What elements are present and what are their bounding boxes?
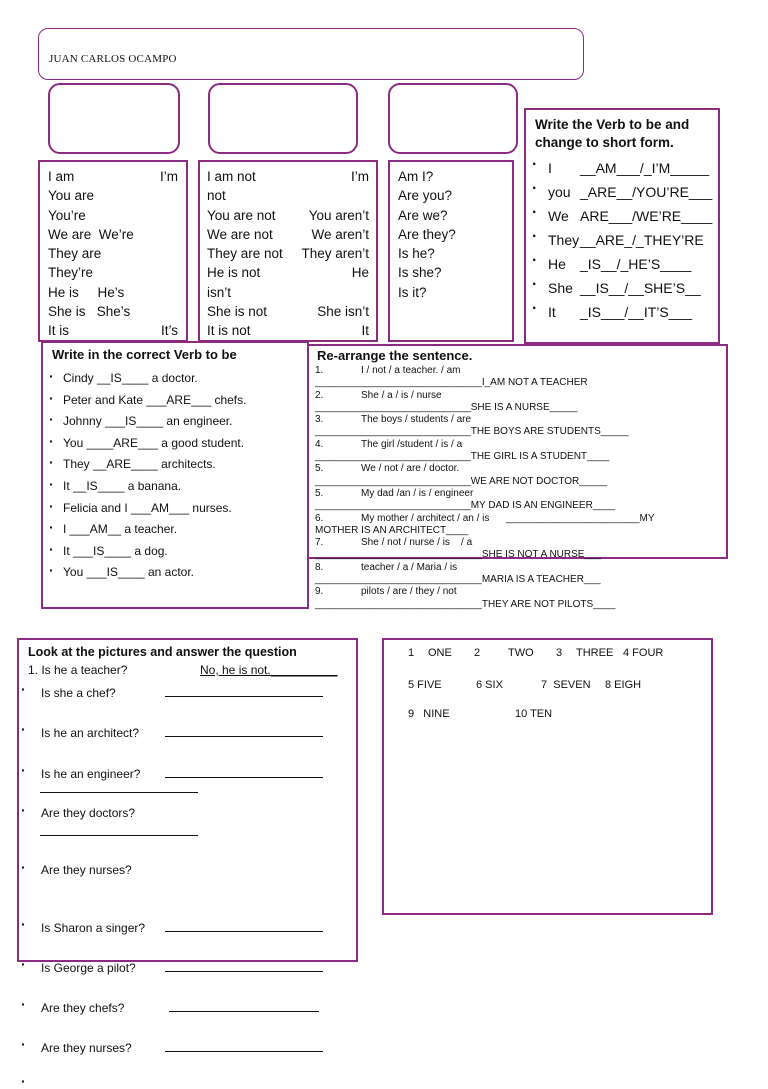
- questions-list: [398, 167, 456, 302]
- conj-row: She is She’s: [48, 304, 131, 320]
- short-form-item: · He _IS__/_HE’S____: [530, 256, 712, 280]
- question-item: · Are they nurses?: [19, 863, 356, 877]
- exercise-item: · Felicia and I ___AM___ nurses.: [47, 498, 246, 520]
- exercise-item: · You ____ARE___ a good student.: [47, 433, 246, 455]
- pictures-title: Look at the pictures and answer the question: [28, 645, 297, 659]
- short-form-title: Write the Verb to be and change to short form.: [535, 117, 690, 150]
- question-form: Is he?: [398, 246, 435, 262]
- pictures-box: [17, 638, 358, 1055]
- affirmative-list: [48, 167, 178, 341]
- question-item: · Is George a pilot?: [19, 960, 356, 975]
- exercise-item: · Peter and Kate ___ARE___ chefs.: [47, 390, 246, 412]
- conj-row: isn’t: [207, 284, 232, 300]
- heading-box-negative: [208, 83, 358, 154]
- rearrange-item: 7. She / not / nurse / is / a ______________________________SHE IS NOT A NURSE___: [315, 537, 602, 561]
- rearrange-item: 9. pilots / are / they / not ______________________________THEY ARE NOT PILOTS____: [315, 586, 616, 610]
- rearrange-item: 6. My mother / architect / an / is ________________________MY MOTHER IS AN ARCHITECT____: [315, 512, 655, 536]
- short-form-item: · They__ARE_/_THEY’RE: [530, 232, 712, 256]
- conj-row: You are not You aren’t: [207, 207, 369, 223]
- question-item: · Is he an architect?: [19, 725, 356, 740]
- rearrange-item: 5. My dad /an / is / engineer ____________________________MY DAD IS AN ENGINEER____: [315, 487, 616, 512]
- conj-row: We are not We aren’t: [207, 226, 369, 242]
- short-form-item: · you _ARE__/YOU’RE___: [530, 184, 712, 208]
- exercise-item: · It __IS____ a banana.: [47, 476, 246, 498]
- exercise-item: · They __ARE____ architects.: [47, 454, 246, 476]
- rearrange-item: 1. I / not / a teacher. / am ______________________________I_AM NOT A TEACHER: [315, 365, 588, 389]
- heading-box-questions: [388, 83, 518, 154]
- number-row: 9 NINE 10 TEN: [408, 708, 553, 720]
- answer-line: [40, 824, 198, 836]
- question-form: Is she?: [398, 265, 442, 281]
- question-item: · Is Sharon a singer?: [19, 920, 356, 935]
- exercise-item: · Johnny ___IS____ an engineer.: [47, 411, 246, 433]
- short-form-item: · It _IS___/__IT’S___: [530, 304, 712, 328]
- rearrange-title: Re-arrange the sentence.: [317, 348, 473, 363]
- exercise-item: · Cindy __IS____ a doctor.: [47, 368, 246, 390]
- conj-row: They are: [48, 246, 102, 262]
- negative-list: [207, 167, 369, 341]
- conj-row: I am not I’m: [207, 169, 369, 184]
- number-row: 5 FIVE 6 SIX 7 SEVEN 8 EIGH: [408, 679, 642, 691]
- negative-box: [198, 160, 378, 342]
- short-form-list: [530, 160, 712, 328]
- rearrange-item: 8. teacher / a / Maria / is ______________________________MARIA IS A TEACHER___: [315, 561, 601, 586]
- conj-row: We are We’re: [48, 226, 134, 242]
- conj-row: They’re: [48, 265, 94, 281]
- short-form-item: · We ARE___/WE’RE____: [530, 208, 712, 232]
- exercise-item: · It ___IS____ a dog.: [47, 541, 246, 563]
- conj-row: It is It’s: [48, 323, 178, 339]
- question-form: Are you?: [398, 188, 453, 204]
- affirmative-box: [38, 160, 188, 342]
- rearrange-item: 5. We / not / are / doctor. ____________________________WE ARE NOT DOCTOR_____: [315, 463, 608, 487]
- question-form: Are they?: [398, 226, 456, 242]
- exercise-item: · You ___IS____ an actor.: [47, 562, 246, 584]
- question-item: · Are they nurses?: [19, 1040, 356, 1055]
- correct-verb-list: [47, 368, 246, 584]
- student-name: JUAN CARLOS OCAMPO: [49, 53, 177, 65]
- conj-row: They are not They aren’t: [207, 246, 369, 262]
- correct-verb-box: [41, 341, 309, 609]
- conj-row: It is not It: [207, 323, 369, 339]
- conj-row: I am I’m: [48, 169, 178, 184]
- rearrange-item: 2. She / a / is / nurse ____________________________SHE IS A NURSE_____: [315, 389, 578, 413]
- rearrange-item: 4. The girl /student / is / a ____________________________THE GIRL IS A STUDENT____: [315, 438, 610, 463]
- number-row: 1 ONE 2 TWO 3 THREE 4 FOUR: [408, 647, 664, 659]
- name-box: [38, 28, 584, 80]
- question-form: Are we?: [398, 207, 448, 223]
- question-item: · Is she a chef?: [19, 685, 356, 700]
- question-form: Is it?: [398, 284, 427, 300]
- conj-row: He is not He: [207, 265, 369, 281]
- short-form-item: · I __AM___/_I’M_____: [530, 160, 712, 184]
- correct-verb-title: Write in the correct Verb to be: [52, 347, 237, 362]
- conj-row: She is not She isn’t: [207, 304, 369, 320]
- conj-row: You are: [48, 188, 95, 204]
- question-item: · Is he an engineer?: [19, 766, 356, 781]
- short-form-box: [524, 108, 720, 344]
- rearrange-list: [315, 365, 727, 611]
- heading-box-affirmative: [48, 83, 180, 154]
- question-item: · Are they chefs?: [19, 1000, 356, 1015]
- rearrange-item: 3. The boys / students / are ____________________________THE BOYS ARE STUDENTS_____: [315, 414, 629, 438]
- conj-row: not: [207, 188, 226, 204]
- conj-row: He is He’s: [48, 284, 125, 300]
- question-item: · Are they doctors?: [19, 806, 356, 820]
- first-question: 1. Is he a teacher? No, he is not.__________: [28, 663, 338, 677]
- short-form-item: · She __IS__/__SHE’S__: [530, 280, 712, 304]
- question-form: Am I?: [398, 169, 434, 184]
- conj-row: You’re: [48, 207, 86, 223]
- exercise-item: · I ___AM__ a teacher.: [47, 519, 246, 541]
- questions-box: [388, 160, 514, 342]
- answer-line: [40, 781, 198, 793]
- numbers-box: [382, 638, 713, 915]
